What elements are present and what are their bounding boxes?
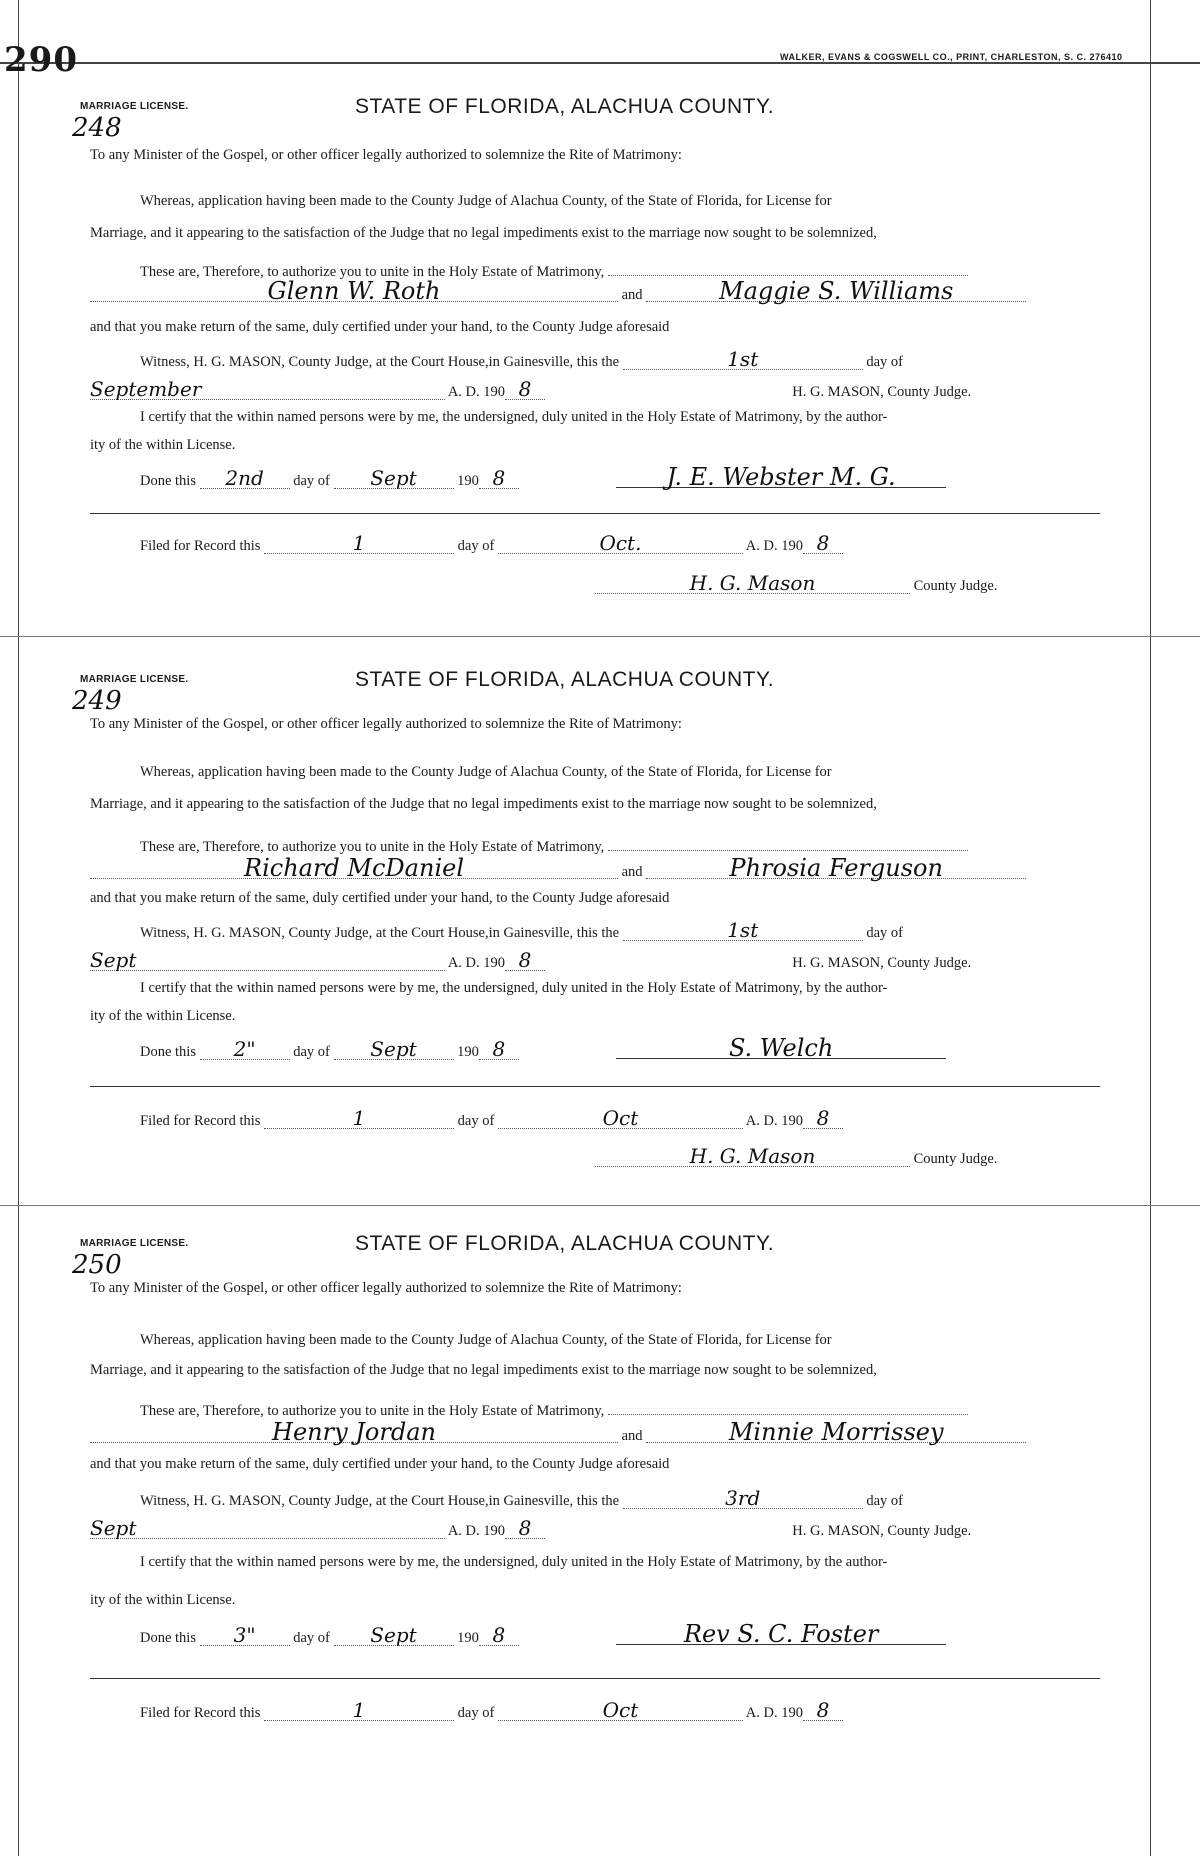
- ad-text: A. D. 190: [447, 1523, 506, 1539]
- day-of-short-text: day of: [293, 1630, 330, 1646]
- witness-day: 1st: [623, 920, 863, 941]
- groom-name: Richard McDaniel: [90, 858, 618, 879]
- day-of-short-text: day of: [293, 1044, 330, 1060]
- filed-month: Oct: [498, 1108, 743, 1129]
- filed-day-of-text: day of: [457, 1113, 495, 1129]
- judge-signature-line: [595, 573, 997, 595]
- return-line: and that you make return of the same, duly certified under your hand, to the County Judge aforesaid: [90, 319, 670, 335]
- county-judge-text: County Judge.: [913, 578, 998, 594]
- and-text: and: [621, 1428, 643, 1444]
- certify-line-1: I certify that the within named persons were by me, the undersigned, duly united in the Holy Estate of Matrimony, by the author-: [140, 1554, 888, 1570]
- witness-date-line: [90, 379, 971, 401]
- witness-year: 8: [505, 950, 545, 971]
- marriage-license-label: MARRIAGE LICENSE.: [80, 101, 189, 112]
- license-number: 248: [72, 113, 122, 143]
- day-of-short-text: day of: [293, 473, 330, 489]
- judge-text: H. G. MASON, County Judge.: [792, 955, 972, 971]
- whereas-line-1: Whereas, application having been made to the County Judge of Alachua County, of the State of Florida, for License for: [140, 1332, 832, 1348]
- witness-text: Witness, H. G. MASON, County Judge, at the Court House,in Gainesville, this the: [140, 925, 620, 941]
- witness-text: Witness, H. G. MASON, County Judge, at the Court House,in Gainesville, this the: [140, 354, 620, 370]
- right-margin-line: [1150, 0, 1151, 1856]
- filed-month: Oct: [498, 1700, 743, 1721]
- section-rule: [90, 1678, 1100, 1679]
- section-rule: [90, 513, 1100, 514]
- day-of-text: day of: [866, 1493, 903, 1509]
- filed-month: Oct.: [498, 533, 743, 554]
- and-text: and: [621, 864, 643, 880]
- filed-line: [140, 1700, 843, 1722]
- bride-name: Maggie S. Williams: [646, 281, 1026, 302]
- done-day: 2nd: [200, 468, 290, 489]
- judge-signature: H. G. Mason: [595, 1146, 910, 1167]
- filed-line: [140, 1108, 843, 1130]
- judge-signature: H. G. Mason: [595, 573, 910, 594]
- return-line: and that you make return of the same, duly certified under your hand, to the County Judge aforesaid: [90, 890, 670, 906]
- year-prefix: 190: [457, 1044, 479, 1060]
- done-this-text: Done this: [140, 1044, 196, 1060]
- these-are-text: These are, Therefore, to authorize you to unite in the Holy Estate of Matrimony,: [140, 839, 605, 855]
- filed-day: 1: [264, 1700, 454, 1721]
- these-are-line: [140, 830, 968, 856]
- witness-line: [140, 349, 903, 371]
- whereas-line-2: Marriage, and it appearing to the satisfaction of the Judge that no legal impediments exist to the marriage now sought to be solemnized,: [90, 1362, 877, 1378]
- county-judge-text: County Judge.: [913, 1151, 998, 1167]
- filed-day-of-text: day of: [457, 538, 495, 554]
- license-heading: STATE OF FLORIDA, ALACHUA COUNTY.: [355, 95, 775, 118]
- whereas-line-2: Marriage, and it appearing to the satisfaction of the Judge that no legal impediments exist to the marriage now sought to be solemnized,: [90, 796, 877, 812]
- filed-text: Filed for Record this: [140, 1705, 261, 1721]
- whereas-line-1: Whereas, application having been made to the County Judge of Alachua County, of the State of Florida, for License for: [140, 764, 832, 780]
- done-month: Sept: [334, 1039, 454, 1060]
- page-number: 290: [4, 40, 78, 80]
- year-prefix: 190: [457, 1630, 479, 1646]
- salutation: To any Minister of the Gospel, or other officer legally authorized to solemnize the Rite of Matrimony:: [90, 147, 682, 163]
- witness-date-line: [90, 950, 971, 972]
- filed-line: [140, 533, 843, 555]
- certify-line-2: ity of the within License.: [90, 437, 236, 453]
- judge-text: H. G. MASON, County Judge.: [792, 384, 972, 400]
- witness-month: Sept: [90, 950, 445, 971]
- officiant-signature: S. Welch: [616, 1038, 946, 1059]
- done-year: 8: [479, 1625, 519, 1646]
- bride-name: Minnie Morrissey: [646, 1422, 1026, 1443]
- filed-day: 1: [264, 1108, 454, 1129]
- salutation: To any Minister of the Gospel, or other officer legally authorized to solemnize the Rite of Matrimony:: [90, 716, 682, 732]
- ad-text: A. D. 190: [447, 384, 506, 400]
- whereas-line-1: Whereas, application having been made to the County Judge of Alachua County, of the State of Florida, for License for: [140, 193, 832, 209]
- groom-name: Henry Jordan: [90, 1422, 618, 1443]
- license-entry: [72, 95, 1110, 625]
- done-line: [140, 1620, 946, 1648]
- witness-month: September: [90, 379, 445, 400]
- filed-year: 8: [803, 533, 843, 554]
- bride-name: Phrosia Ferguson: [646, 858, 1026, 879]
- filed-text: Filed for Record this: [140, 1113, 261, 1129]
- judge-signature-line: [595, 1146, 997, 1168]
- license-separator: [0, 1205, 1200, 1206]
- certify-line-1: I certify that the within named persons were by me, the undersigned, duly united in the Holy Estate of Matrimony, by the author-: [140, 409, 888, 425]
- filed-ad-text: A. D. 190: [745, 538, 803, 554]
- whereas-line-2: Marriage, and it appearing to the satisfaction of the Judge that no legal impediments exist to the marriage now sought to be solemnized,: [90, 225, 877, 241]
- section-rule: [90, 1086, 1100, 1087]
- done-month: Sept: [334, 468, 454, 489]
- witness-date-line: [90, 1518, 971, 1540]
- filed-day-of-text: day of: [457, 1705, 495, 1721]
- ad-text: A. D. 190: [447, 955, 506, 971]
- certify-line-1: I certify that the within named persons were by me, the undersigned, duly united in the Holy Estate of Matrimony, by the author-: [140, 980, 888, 996]
- names-line: [90, 277, 1026, 305]
- witness-line: [140, 920, 903, 942]
- printer-credit: WALKER, EVANS & COGSWELL CO., PRINT, CHARLESTON, S. C. 276410: [780, 52, 1123, 62]
- salutation: To any Minister of the Gospel, or other officer legally authorized to solemnize the Rite of Matrimony:: [90, 1280, 682, 1296]
- return-line: and that you make return of the same, duly certified under your hand, to the County Judge aforesaid: [90, 1456, 670, 1472]
- names-line: [90, 1418, 1026, 1446]
- witness-year: 8: [505, 1518, 545, 1539]
- groom-name: Glenn W. Roth: [90, 281, 618, 302]
- license-entry: [72, 668, 1110, 1198]
- witness-text: Witness, H. G. MASON, County Judge, at the Court House,in Gainesville, this the: [140, 1493, 620, 1509]
- judge-text: H. G. MASON, County Judge.: [792, 1523, 972, 1539]
- day-of-text: day of: [866, 354, 903, 370]
- done-year: 8: [479, 1039, 519, 1060]
- done-line: [140, 463, 946, 491]
- names-line: [90, 854, 1026, 882]
- done-day: 3": [200, 1625, 290, 1646]
- marriage-license-label: MARRIAGE LICENSE.: [80, 674, 189, 685]
- license-number: 249: [72, 686, 122, 716]
- these-are-text: These are, Therefore, to authorize you to unite in the Holy Estate of Matrimony,: [140, 264, 605, 280]
- done-this-text: Done this: [140, 473, 196, 489]
- certify-line-2: ity of the within License.: [90, 1592, 236, 1608]
- filed-text: Filed for Record this: [140, 538, 261, 554]
- these-are-line: [140, 1394, 968, 1420]
- license-entry: [72, 1232, 1110, 1772]
- done-this-text: Done this: [140, 1630, 196, 1646]
- filed-year: 8: [803, 1108, 843, 1129]
- top-rule: [0, 62, 1200, 64]
- filed-day: 1: [264, 533, 454, 554]
- license-heading: STATE OF FLORIDA, ALACHUA COUNTY.: [355, 1232, 775, 1255]
- done-day: 2": [200, 1039, 290, 1060]
- filed-year: 8: [803, 1700, 843, 1721]
- marriage-license-label: MARRIAGE LICENSE.: [80, 1238, 189, 1249]
- these-are-text: These are, Therefore, to authorize you to unite in the Holy Estate of Matrimony,: [140, 1403, 605, 1419]
- filed-ad-text: A. D. 190: [745, 1705, 803, 1721]
- witness-month: Sept: [90, 1518, 445, 1539]
- filed-ad-text: A. D. 190: [745, 1113, 803, 1129]
- license-separator: [0, 636, 1200, 637]
- officiant-signature: Rev S. C. Foster: [616, 1624, 946, 1645]
- witness-line: [140, 1488, 903, 1510]
- and-text: and: [621, 287, 643, 303]
- witness-year: 8: [505, 379, 545, 400]
- year-prefix: 190: [457, 473, 479, 489]
- left-margin-line: [18, 0, 19, 1856]
- witness-day: 1st: [623, 349, 863, 370]
- license-heading: STATE OF FLORIDA, ALACHUA COUNTY.: [355, 668, 775, 691]
- day-of-text: day of: [866, 925, 903, 941]
- license-number: 250: [72, 1250, 122, 1280]
- done-line: [140, 1034, 946, 1062]
- witness-day: 3rd: [623, 1488, 863, 1509]
- officiant-signature: J. E. Webster M. G.: [616, 467, 946, 488]
- certify-line-2: ity of the within License.: [90, 1008, 236, 1024]
- done-month: Sept: [334, 1625, 454, 1646]
- done-year: 8: [479, 468, 519, 489]
